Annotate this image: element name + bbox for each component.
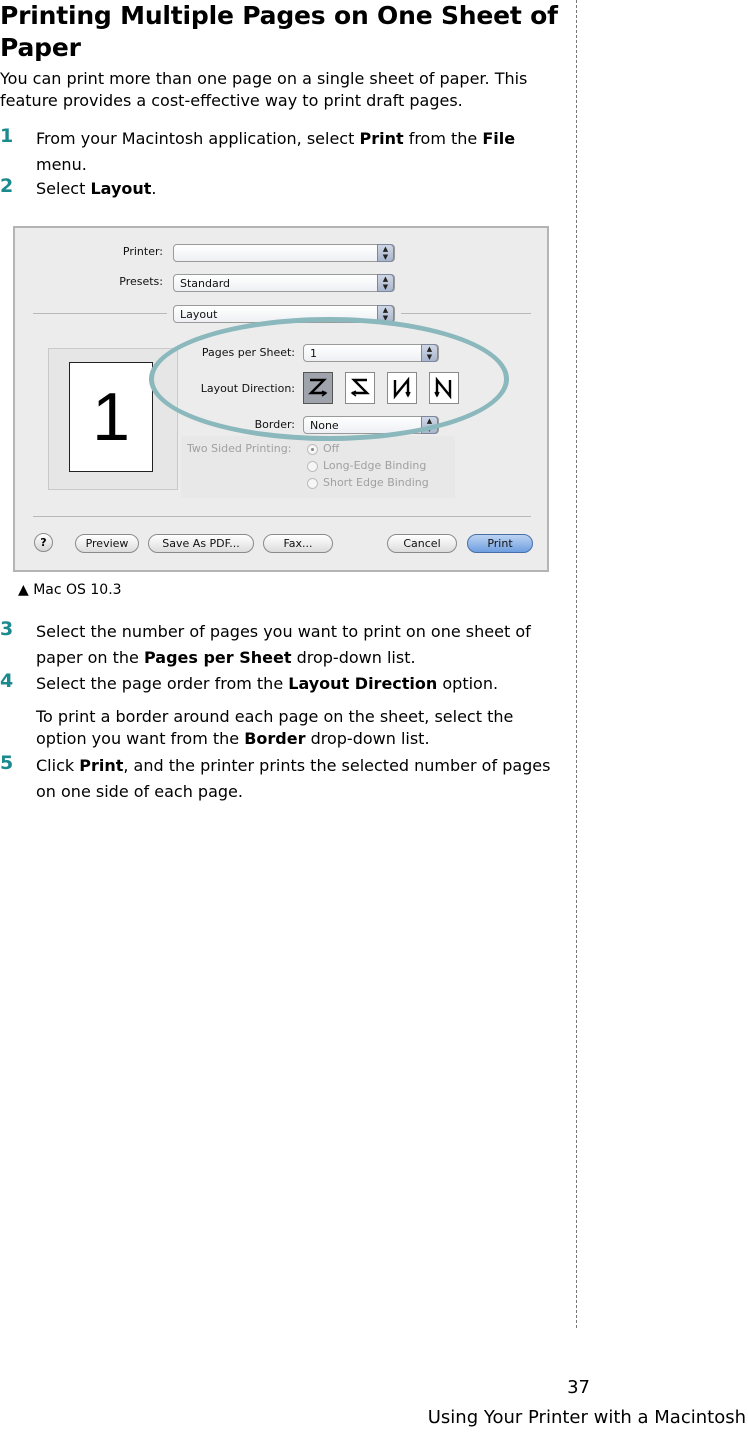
step-number: 3 bbox=[0, 618, 14, 640]
preview-page: 1 bbox=[69, 362, 153, 472]
two-sided-option: Off bbox=[323, 442, 340, 455]
print-button[interactable]: Print bbox=[467, 534, 533, 553]
intro-paragraph: You can print more than one page on a single sheet of paper. This feature provides a cost-effective way to print draft pages. bbox=[0, 69, 528, 110]
chevron-updown-icon: ▲ ▼ bbox=[421, 416, 438, 434]
page-title: Printing Multiple Pages on One Sheet of Paper bbox=[0, 1, 558, 62]
chevron-updown-icon: ▲ ▼ bbox=[421, 344, 438, 362]
border-select[interactable]: None ▲ ▼ bbox=[303, 416, 439, 434]
margin-divider bbox=[576, 0, 577, 1328]
border-note: To print a border around each page on the sheet, select the option you want from the Border drop-down list. bbox=[36, 707, 514, 748]
preview-button[interactable]: Preview bbox=[75, 534, 139, 553]
step-text: Select the page order from the Layout Direction option. bbox=[36, 674, 499, 693]
step-text: From your Macintosh application, select Print from the File menu. bbox=[36, 129, 516, 174]
printer-select[interactable] bbox=[173, 244, 395, 262]
separator bbox=[33, 516, 531, 517]
cancel-button[interactable]: Cancel bbox=[387, 534, 457, 553]
chevron-updown-icon: ▲ ▼ bbox=[377, 244, 394, 262]
fax-button[interactable]: Fax... bbox=[263, 534, 333, 553]
step-text: Select the number of pages you want to print on one sheet of paper on the Pages per Sheet drop-down list. bbox=[36, 622, 531, 667]
page-number: 37 bbox=[567, 1377, 590, 1398]
two-sided-option: Short Edge Binding bbox=[323, 476, 429, 489]
short-edge-radio[interactable] bbox=[307, 478, 318, 489]
printer-label: Printer: bbox=[122, 245, 163, 258]
pages-per-sheet-select[interactable]: 1 ▲ ▼ bbox=[303, 344, 439, 362]
step-number: 1 bbox=[0, 125, 14, 147]
two-sided-off-radio[interactable] bbox=[307, 444, 318, 455]
save-as-pdf-button[interactable]: Save As PDF... bbox=[148, 534, 254, 553]
separator bbox=[401, 313, 531, 314]
step-number: 5 bbox=[0, 752, 14, 774]
layout-direction-label: Layout Direction: bbox=[200, 382, 295, 395]
step-text: Select Layout. bbox=[36, 179, 157, 198]
step-number: 2 bbox=[0, 175, 14, 197]
print-dialog-screenshot bbox=[13, 226, 549, 572]
page-footer: Using Your Printer with a Macintosh bbox=[427, 1407, 746, 1428]
separator bbox=[33, 313, 167, 314]
highlight-ellipse bbox=[149, 317, 509, 441]
long-edge-radio[interactable] bbox=[307, 461, 318, 472]
step-number: 4 bbox=[0, 670, 14, 692]
two-sided-printing-group bbox=[181, 436, 455, 498]
border-label: Border: bbox=[254, 418, 295, 431]
presets-label: Presets: bbox=[119, 275, 163, 288]
chevron-updown-icon: ▲ ▼ bbox=[377, 274, 394, 292]
presets-select[interactable]: Standard ▲ ▼ bbox=[173, 274, 395, 292]
two-sided-option: Long-Edge Binding bbox=[323, 459, 427, 472]
step-text: Click Print, and the printer prints the selected number of pages on one side of each page. bbox=[36, 756, 551, 801]
chevron-updown-icon: ▲ ▼ bbox=[377, 305, 394, 323]
pane-select[interactable]: Layout ▲ ▼ bbox=[173, 305, 395, 323]
pages-per-sheet-label: Pages per Sheet: bbox=[201, 346, 295, 359]
help-button[interactable]: ? bbox=[34, 533, 53, 552]
figure-caption: ▲ Mac OS 10.3 bbox=[18, 582, 122, 598]
two-sided-label: Two Sided Printing: bbox=[187, 442, 292, 455]
